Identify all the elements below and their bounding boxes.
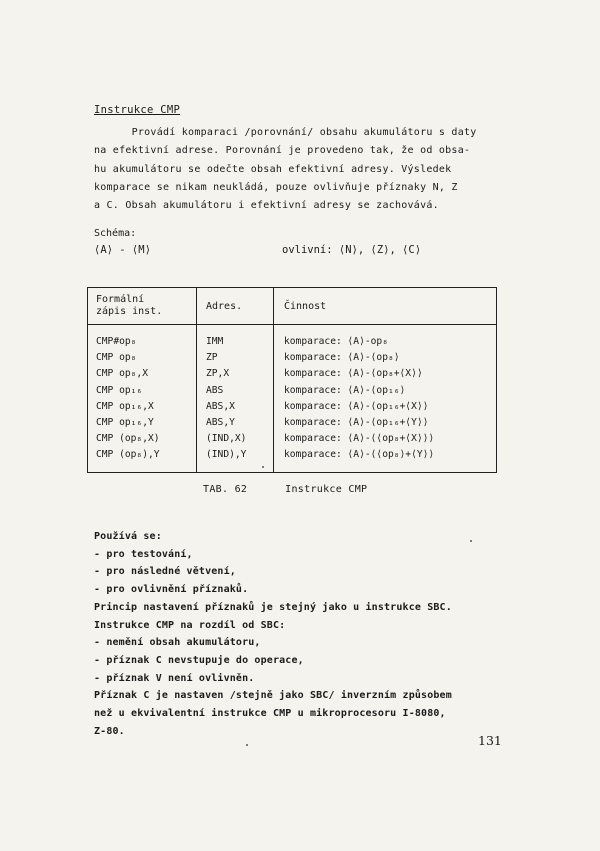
table-cell: ABS bbox=[206, 384, 224, 396]
paragraph-line: a C. Obsah akumulátoru i efektivní adresy se zachovává. bbox=[94, 200, 439, 212]
table-cell: CMP op₁₆ bbox=[96, 384, 143, 396]
table-cell: ABS,X bbox=[206, 400, 235, 412]
table-cell: komparace: ⟨A⟩-⟨⟨op₈+⟨X⟩⟩⟩ bbox=[284, 433, 435, 445]
text-line: Příznak C je nastaven /stejně jako SBC/ inverzním způsobem bbox=[94, 690, 452, 702]
column-divider bbox=[196, 288, 197, 472]
table-cell: ABS,Y bbox=[206, 416, 235, 428]
table-cell: CMP op₈,X bbox=[96, 368, 148, 380]
table-cell: CMP (op₈),Y bbox=[96, 449, 160, 461]
text-line: - příznak C nevstupuje do operace, bbox=[94, 654, 304, 666]
table-cell: komparace: ⟨A⟩-op₈ bbox=[284, 336, 388, 347]
text-line: - pro ovlivnění příznaků. bbox=[94, 584, 249, 596]
paragraph-line: hu akumulátoru se odečte obsah efektivní adresy. Výsledek bbox=[94, 163, 452, 175]
text-line: - příznak V není ovlivněn. bbox=[94, 672, 255, 684]
column-divider bbox=[273, 288, 274, 472]
table-cell: IMM bbox=[206, 336, 224, 347]
paragraph-line: na efektivní adrese. Porovnání je provedeno tak, že od obsa- bbox=[94, 145, 471, 157]
text-line: Princip nastavení příznaků je stejný jako u instrukce SBC. bbox=[94, 601, 452, 613]
paragraph-line: Provádí komparaci /porovnání/ obsahu akumulátoru s daty bbox=[94, 127, 477, 138]
table-cell: CMP op₁₆,Y bbox=[96, 416, 154, 428]
activity-column bbox=[284, 334, 434, 464]
section-heading: Instrukce CMP bbox=[94, 104, 181, 116]
table-caption: TAB. 62 Instrukce CMP bbox=[203, 484, 368, 495]
table-cell: CMP (op₈,X) bbox=[96, 433, 160, 445]
text-line: - nemění obsah akumulátoru, bbox=[94, 637, 261, 649]
table-cell: (IND),Y bbox=[206, 449, 247, 461]
scan-speck bbox=[246, 744, 248, 746]
schema-affected-flags: ovlivní: ⟨N⟩, ⟨Z⟩, ⟨C⟩ bbox=[282, 244, 422, 256]
instruction-table bbox=[87, 287, 497, 473]
header-addressing: Adres. bbox=[206, 301, 243, 312]
table-cell: komparace: ⟨A⟩-⟨op₁₆+⟨X⟩⟩ bbox=[284, 400, 429, 412]
text-line: Z-80. bbox=[94, 725, 125, 737]
header-formal-notation bbox=[96, 294, 162, 318]
address-column bbox=[206, 334, 246, 464]
table-cell: (IND,X) bbox=[206, 433, 247, 445]
usage-text bbox=[94, 528, 514, 740]
header-line: Formální bbox=[96, 294, 145, 305]
intro-paragraph bbox=[94, 124, 514, 215]
text-line: Instrukce CMP na rozdíl od SBC: bbox=[94, 619, 286, 631]
schema-formula: ⟨A⟩ - ⟨M⟩ bbox=[94, 244, 151, 256]
scan-speck bbox=[470, 540, 472, 542]
table-cell: komparace: ⟨A⟩-⟨op₈+⟨X⟩⟩ bbox=[284, 368, 423, 380]
schema-label: Schéma: bbox=[94, 228, 137, 239]
header-activity: Činnost bbox=[284, 301, 327, 312]
table-cell: ZP bbox=[206, 352, 218, 364]
table-cell: komparace: ⟨A⟩-⟨op₈⟩ bbox=[284, 352, 400, 364]
text-line: než u ekvivalentní instrukce CMP u mikroprocesoru I-8080, bbox=[94, 708, 446, 720]
formal-column bbox=[96, 334, 160, 464]
scan-speck bbox=[262, 466, 264, 468]
table-cell: komparace: ⟨A⟩-⟨⟨op₈⟩+⟨Y⟩⟩ bbox=[284, 449, 435, 461]
table-cell: CMP op₁₆,X bbox=[96, 400, 154, 412]
table-cell: komparace: ⟨A⟩-⟨op₁₆⟩ bbox=[284, 384, 406, 396]
table-cell: CMP#op₈ bbox=[96, 336, 137, 347]
text-line: Používá se: bbox=[94, 531, 162, 542]
page-number: 131 bbox=[478, 733, 502, 748]
table-cell: komparace: ⟨A⟩-⟨op₁₆+⟨Y⟩⟩ bbox=[284, 416, 429, 428]
table-cell: CMP op₈ bbox=[96, 352, 137, 364]
header-line: zápis inst. bbox=[96, 306, 163, 317]
header-divider bbox=[88, 324, 496, 325]
table-cell: ZP,X bbox=[206, 368, 230, 380]
text-line: - pro testování, bbox=[94, 548, 193, 560]
paragraph-line: komparace se nikam neukládá, pouze ovlivňuje příznaky N, Z bbox=[94, 181, 458, 193]
text-line: - pro následné větvení, bbox=[94, 566, 236, 578]
